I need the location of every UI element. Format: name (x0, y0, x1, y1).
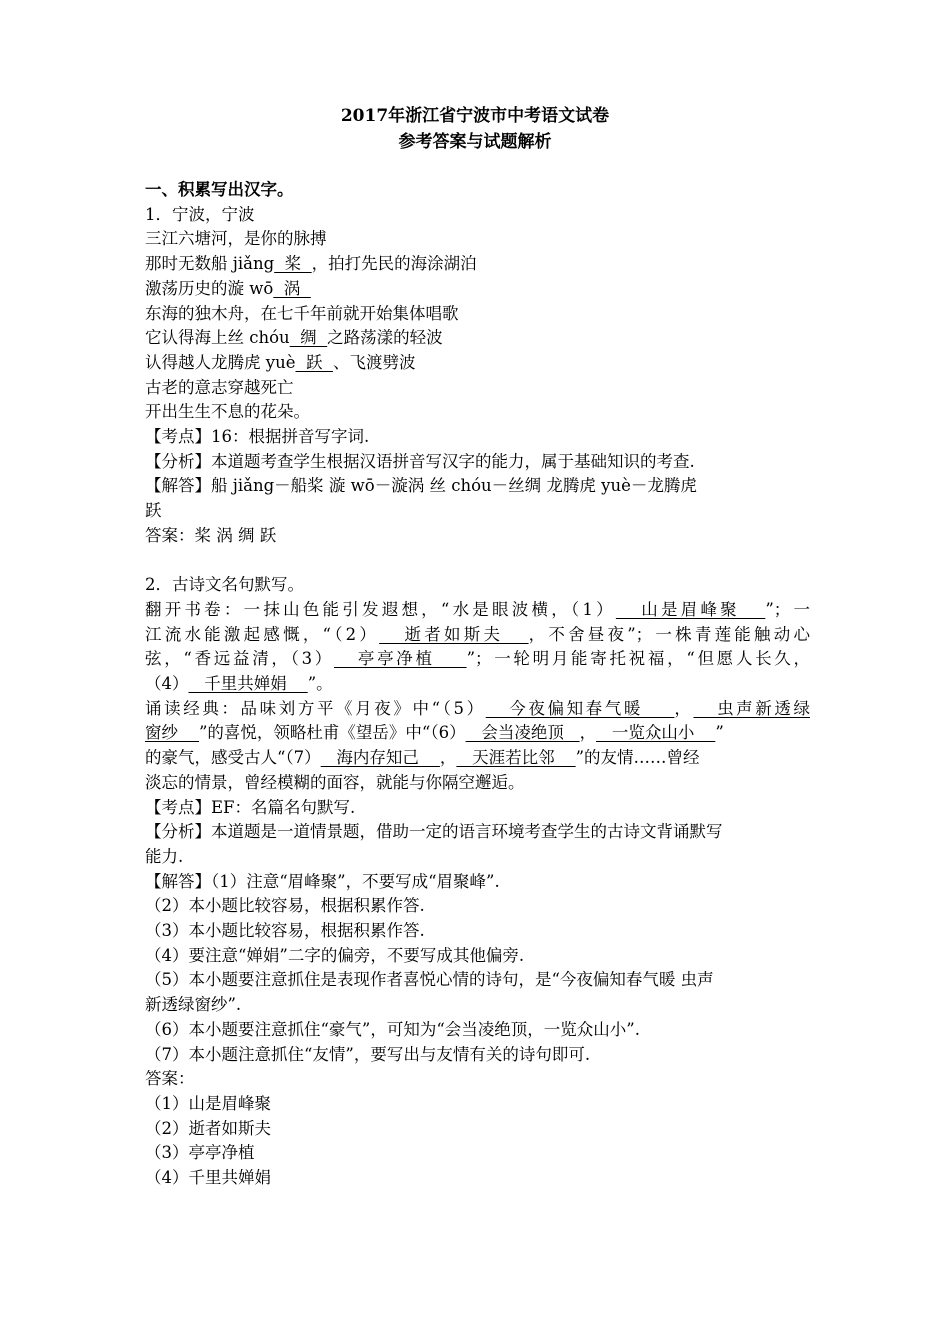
answer-blank: 涡 (273, 278, 311, 298)
jieda: 【解答】船 jiǎng－船桨 漩 wō－漩涡 丝 chóu－丝绸 龙腾虎 yuè－龙腾虎 (145, 476, 697, 496)
answer: 答案：桨 涡 绸 跃 (145, 525, 277, 545)
answer-blank: 跃 (295, 352, 333, 372)
answer-blank: 绸 (289, 328, 328, 348)
answer-item: （2）逝者如斯夫 (145, 1118, 271, 1138)
poem-line: 开出生生不息的花朵。 (145, 402, 310, 422)
answer-item: （4）千里共婵娟 (145, 1168, 271, 1188)
passage-line: （4） 千里共婵娟 ”。 (145, 674, 333, 694)
jieda-item: （4）要注意“婵娟”二字的偏旁，不要写成其他偏旁. (145, 945, 525, 965)
jieda-item: （7）本小题注意抓住“友情”，要写出与友情有关的诗句即可. (145, 1044, 591, 1064)
document-body (145, 178, 810, 1191)
jieda-item-cont: 新透绿窗纱”. (145, 995, 242, 1015)
jieda: 【解答】（1）注意“眉峰聚”，不要写成“眉聚峰”. (145, 871, 500, 891)
answer-blank: 今夜偏知春气暖 (485, 698, 675, 718)
document-title: 2017年浙江省宁波市中考语文试卷 (340, 106, 610, 126)
poem-line: 激荡历史的漩 wō 涡 (145, 278, 311, 298)
jieda-cont: 跃 (145, 501, 162, 521)
answer-item: （3）亭亭净植 (145, 1143, 255, 1163)
fenxi: 【分析】本道题是一道情景题，借助一定的语言环境考查学生的古诗文背诵默写 (145, 822, 723, 842)
passage-line: 窗纱 ”的喜悦，领略杜甫《望岳》中“（6） 会当凌绝顶 ， 一览众山小 ” (145, 723, 724, 743)
passage-line: 弦，“香远益清，（3） 亭亭净植 ”；一轮明月能寄托祝福，“但愿人长久， (145, 649, 811, 669)
jieda-item: （2）本小题比较容易，根据积累作答. (145, 896, 425, 916)
poem-line: 认得越人龙腾虎 yuè 跃 、飞渡劈波 (145, 352, 416, 372)
passage-line: 诵读经典：品味刘方平《月夜》中“（5） 今夜偏知春气暖 ， 虫声新透绿 (145, 698, 810, 718)
document-subtitle: 参考答案与试题解析 (398, 132, 552, 152)
poem-line: 它认得海上丝 chóu 绸 之路荡漾的轻波 (145, 328, 443, 348)
section-heading: 一、积累写出汉字。 (145, 180, 294, 199)
kaodian: 【考点】EF：名篇名句默写. (145, 797, 356, 817)
poem-line: 那时无数船 jiǎng 桨 ，拍打先民的海涂湖泊 (145, 254, 477, 274)
passage-line: 江流水能激起感慨，“（2） 逝者如斯夫 ，不舍昼夜”；一株青莲能触动心 (145, 624, 810, 644)
jieda-item: （5）本小题要注意抓住是表现作者喜悦心情的诗句，是“今夜偏知春气暖 虫声 (145, 970, 714, 990)
answer-blank: 千里共婵娟 (188, 674, 308, 694)
question-1-heading: 1．宁波，宁波 (145, 204, 255, 224)
fenxi: 【分析】本道题考查学生根据汉语拼音写汉字的能力，属于基础知识的考查. (145, 451, 695, 471)
question-2-heading: 2．古诗文名句默写。 (145, 575, 304, 595)
answer-item: （1）山是眉峰聚 (145, 1094, 271, 1113)
answer-blank: 会当凌绝顶 (465, 723, 580, 743)
poem-line: 古老的意志穿越死亡 (145, 377, 294, 397)
answer-blank: 虫声新透绿 (693, 698, 810, 718)
passage-line: 淡忘的情景，曾经模糊的面容，就能与你隔空邂逅。 (145, 772, 525, 792)
answer-blank: 窗纱 (145, 723, 199, 743)
answer-blank: 亭亭净植 (334, 649, 467, 669)
jieda-item: （3）本小题比较容易，根据积累作答. (145, 921, 425, 941)
passage-line: 的豪气，感受古人“（7） 海内存知己 ， 天涯若比邻 ”的友情……曾经 (145, 748, 700, 768)
answer-blank: 海内存知己 (320, 748, 440, 768)
jieda-item: （6）本小题要注意抓住“豪气”，可知为“会当凌绝顶，一览众山小”. (145, 1019, 640, 1039)
kaodian: 【考点】16：根据拼音写字词. (145, 427, 370, 447)
passage-line: 翻开书卷：一抹山色能引发遐想，“水是眼波横，（1） 山是眉峰聚 ”；一 (145, 599, 810, 619)
answer-blank: 天涯若比邻 (456, 748, 576, 768)
answer-blank: 一览众山小 (596, 723, 716, 743)
answer-blank: 山是眉峰聚 (615, 599, 766, 619)
fenxi-cont: 能力. (145, 846, 184, 866)
answer-blank: 桨 (274, 254, 312, 274)
answer-blank: 逝者如斯夫 (379, 624, 529, 644)
answer-heading: 答案： (145, 1069, 195, 1089)
poem-line: 三江六塘河，是你的脉搏 (145, 229, 327, 249)
poem-line: 东海的独木舟，在七千年前就开始集体唱歌 (145, 303, 459, 323)
